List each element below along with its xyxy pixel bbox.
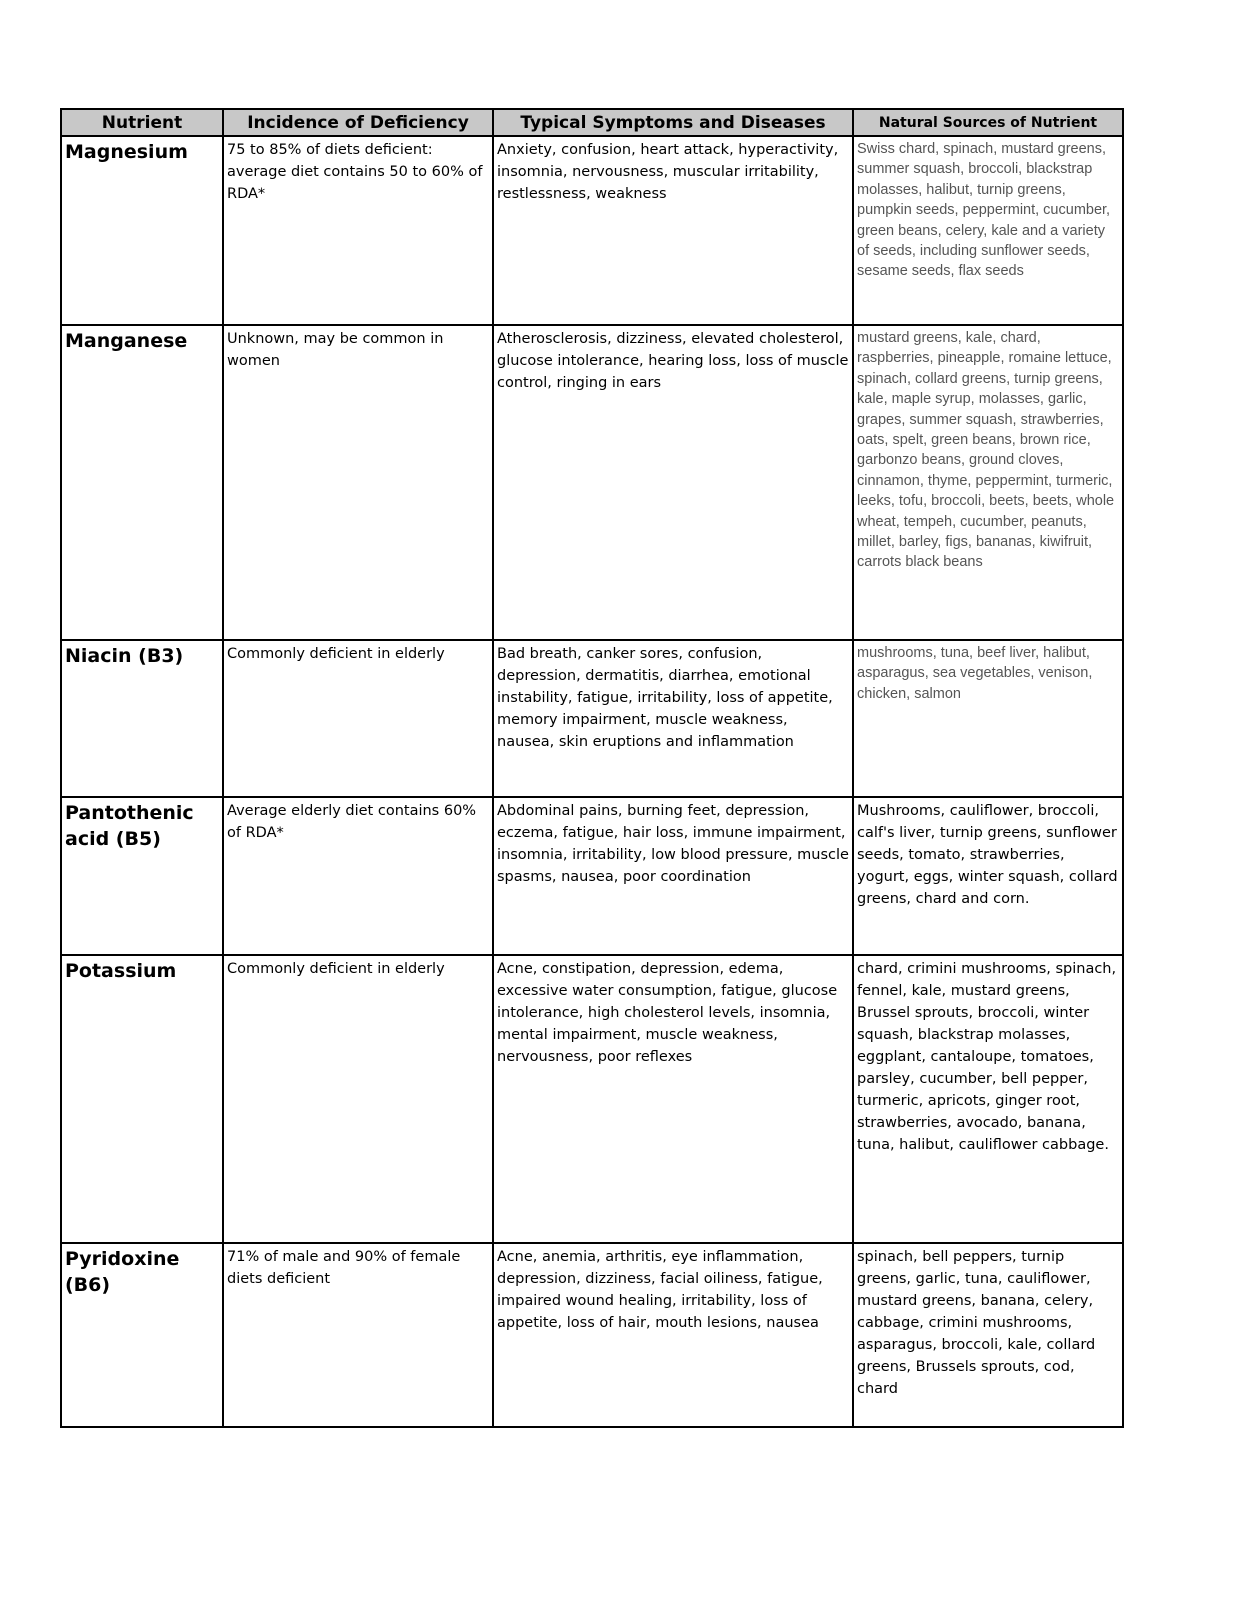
incidence-cell: Unknown, may be common in women <box>223 325 493 640</box>
table-row-manganese <box>61 325 1123 640</box>
table-row-niacin <box>61 640 1123 797</box>
header-symptoms: Typical Symptoms and Diseases <box>493 109 853 136</box>
nutrient-name: Potassium <box>61 955 223 1243</box>
symptoms-cell: Acne, anemia, arthritis, eye inflammation, depression, dizziness, facial oiliness, fatigue, impaired wound healing, irritability, loss of appetite, loss of hair, mouth lesions, nausea <box>493 1243 853 1427</box>
symptoms-cell: Anxiety, confusion, heart attack, hyperactivity, insomnia, nervousness, muscular irritability, restlessness, weakness <box>493 136 853 325</box>
header-nutrient: Nutrient <box>61 109 223 136</box>
nutrient-name: Pyridoxine (B6) <box>61 1243 223 1427</box>
sources-cell: spinach, bell peppers, turnip greens, garlic, tuna, cauliflower, mustard greens, banana, celery, cabbage, crimini mushrooms, asparagus, broccoli, kale, collard greens, Brussels sprouts, cod, chard <box>853 1243 1123 1427</box>
nutrient-name: Niacin (B3) <box>61 640 223 797</box>
symptoms-cell: Acne, constipation, depression, edema, excessive water consumption, fatigue, glucose intolerance, high cholesterol levels, insomnia, mental impairment, muscle weakness, nervousness, poor reflexes <box>493 955 853 1243</box>
sources-cell: Swiss chard, spinach, mustard greens, summer squash, broccoli, blackstrap molasses, halibut, turnip greens, pumpkin seeds, peppermint, cucumber, green beans, celery, kale and a variety of seeds, including sunflower seeds, sesame seeds, flax seeds <box>853 136 1123 325</box>
table-row-potassium <box>61 955 1123 1243</box>
sources-cell: mushrooms, tuna, beef liver, halibut, asparagus, sea vegetables, venison, chicken, salmon <box>853 640 1123 797</box>
incidence-cell: Commonly deficient in elderly <box>223 955 493 1243</box>
incidence-cell: 71% of male and 90% of female diets deficient <box>223 1243 493 1427</box>
symptoms-cell: Abdominal pains, burning feet, depression, eczema, fatigue, hair loss, immune impairment, insomnia, irritability, low blood pressure, muscle spasms, nausea, poor coordination <box>493 797 853 955</box>
sources-cell: mustard greens, kale, chard, raspberries, pineapple, romaine lettuce, spinach, collard greens, turnip greens, kale, maple syrup, molasses, garlic, grapes, summer squash, strawberries, oats, spelt, green beans, brown rice, garbonzo beans, ground cloves, cinnamon, thyme, peppermint, turmeric, leeks, tofu, broccoli, beets, beets, whole wheat, tempeh, cucumber, peanuts, millet, barley, figs, bananas, kiwifruit, carrots black beans <box>853 325 1123 640</box>
table-row-magnesium <box>61 136 1123 325</box>
nutrient-name: Pantothenic acid (B5) <box>61 797 223 955</box>
header-row <box>61 109 1123 136</box>
header-incidence: Incidence of Deficiency <box>223 109 493 136</box>
header-sources: Natural Sources of Nutrient <box>853 109 1123 136</box>
nutrient-table <box>60 108 1124 1428</box>
nutrient-name: Manganese <box>61 325 223 640</box>
table-row-pyridoxine <box>61 1243 1123 1427</box>
symptoms-cell: Bad breath, canker sores, confusion, depression, dermatitis, diarrhea, emotional instability, fatigue, irritability, loss of appetite, memory impairment, muscle weakness, nausea, skin eruptions and inflammation <box>493 640 853 797</box>
symptoms-cell: Atherosclerosis, dizziness, elevated cholesterol, glucose intolerance, hearing loss, loss of muscle control, ringing in ears <box>493 325 853 640</box>
incidence-cell: Average elderly diet contains 60% of RDA* <box>223 797 493 955</box>
table-row-pantothenic-acid <box>61 797 1123 955</box>
incidence-cell: Commonly deficient in elderly <box>223 640 493 797</box>
sources-cell: Mushrooms, cauliflower, broccoli, calf's liver, turnip greens, sunflower seeds, tomato, strawberries, yogurt, eggs, winter squash, collard greens, chard and corn. <box>853 797 1123 955</box>
nutrient-name: Magnesium <box>61 136 223 325</box>
incidence-cell: 75 to 85% of diets deficient: average diet contains 50 to 60% of RDA* <box>223 136 493 325</box>
sources-cell: chard, crimini mushrooms, spinach, fennel, kale, mustard greens, Brussel sprouts, broccoli, winter squash, blackstrap molasses, eggplant, cantaloupe, tomatoes, parsley, cucumber, bell pepper, turmeric, apricots, ginger root, strawberries, avocado, banana, tuna, halibut, cauliflower cabbage. <box>853 955 1123 1243</box>
